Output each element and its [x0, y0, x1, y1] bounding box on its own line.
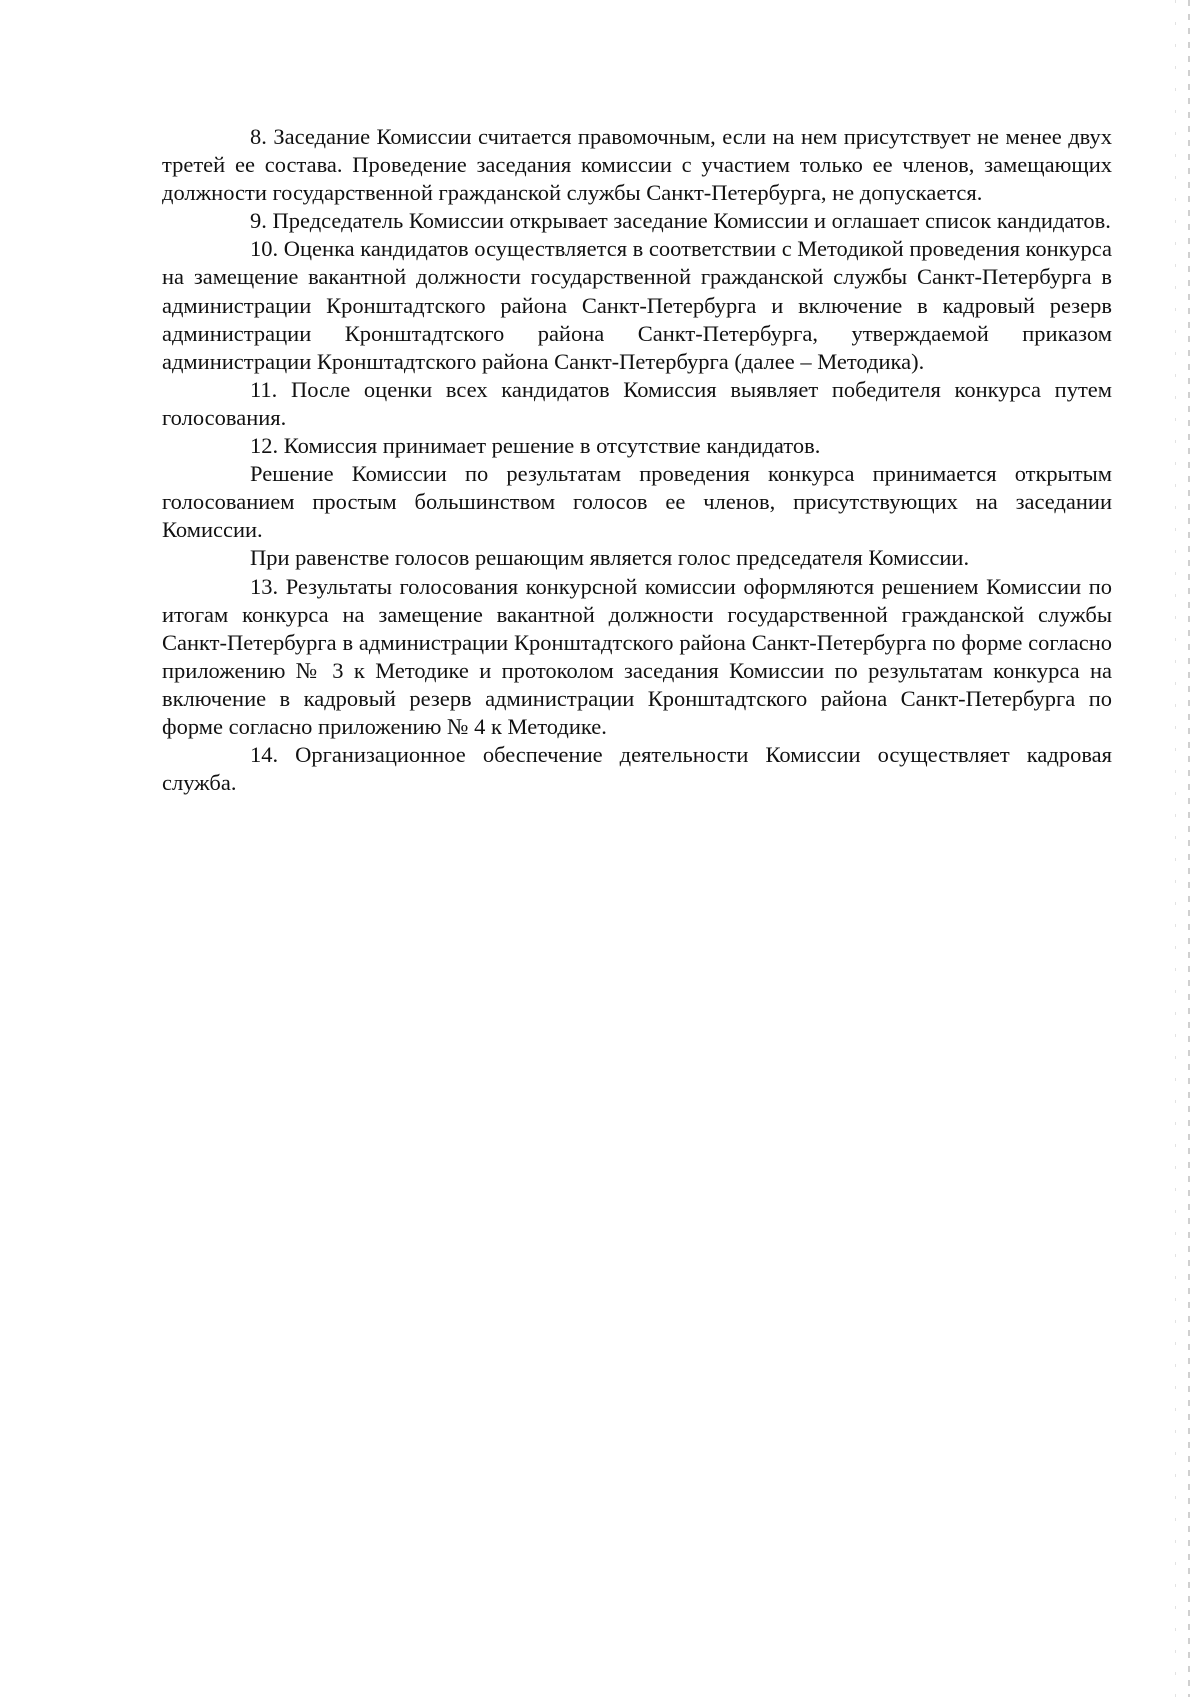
paragraph-8: 8. Заседание Комиссии считается правомочным, если на нем присутствует не менее двух третей ее состава. Проведение заседания комиссии с участием только ее членов, замещающих должности государственной гражданской службы Санкт-Петербурга, не допускается.	[162, 124, 1112, 206]
paragraph-10: 10. Оценка кандидатов осуществляется в соответствии с Методикой проведения конкурса на замещение вакантной должности государственной гражданской службы Санкт-Петербурга в администрации Кронштадтского района Санкт-Петербурга и включение в кадровый резерв администрации Кронштадтского района Санкт-Петербурга, утверждаемой приказом администрации Кронштадтского района Санкт-Петербурга (далее – Методика).	[162, 236, 1112, 374]
paragraph-11: 11. После оценки всех кандидатов Комиссия выявляет победителя конкурса путем голосования.	[162, 376, 1112, 430]
paragraph-9: 9. Председатель Комиссии открывает заседание Комиссии и оглашает список кандидатов.	[250, 208, 1111, 234]
paragraph-12-tie: При равенстве голосов решающим является голос председателя Комиссии.	[250, 545, 970, 571]
paragraph-13: 13. Результаты голосования конкурсной комиссии оформляются решением Комиссии по итогам конкурса на замещение вакантной должности государственной гражданской службы Санкт-Петербурга в администрации Кронштадтского района Санкт-Петербурга по форме согласно приложению № 3 к Методике и протоколом заседания Комиссии по результатам конкурса на включение в кадровый резерв администрации Кронштадтского района Санкт-Петербурга по форме согласно приложению № 4 к Методике.	[162, 573, 1112, 739]
scan-edge-line	[1188, 0, 1190, 1697]
paragraph-14: 14. Организационное обеспечение деятельности Комиссии осуществляет кадровая служба.	[162, 742, 1112, 796]
document-body	[162, 123, 1112, 797]
paragraph-12-decision: Решение Комиссии по результатам проведения конкурса принимается открытым голосованием простым большинством голосов ее членов, присутствующих на заседании Комиссии.	[162, 461, 1112, 543]
scan-edge-line-inner	[1175, 0, 1176, 1697]
paragraph-12: 12. Комиссия принимает решение в отсутствие кандидатов.	[250, 433, 821, 459]
